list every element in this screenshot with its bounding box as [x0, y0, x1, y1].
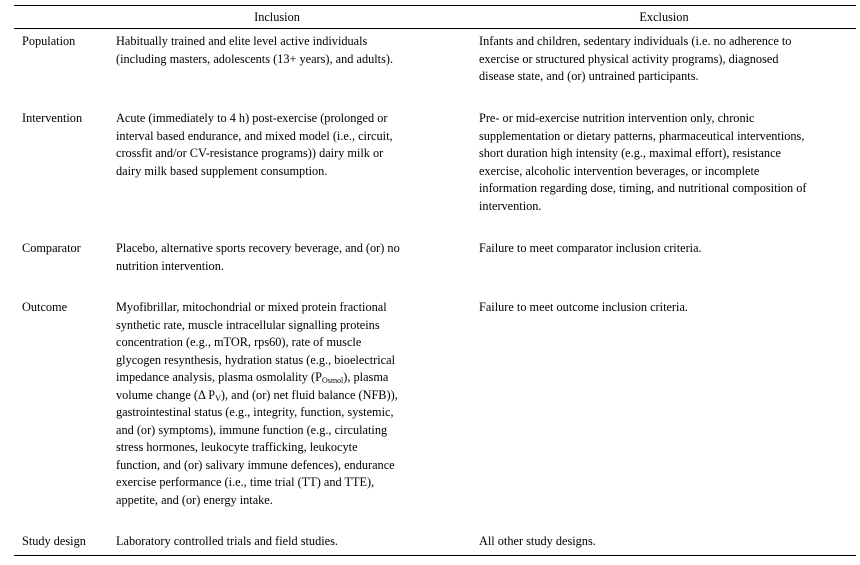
text-line — [116, 387, 398, 405]
header-inclusion: Inclusion — [254, 10, 300, 24]
text-line: exercise or structured physical activity programs), diagnosed — [479, 51, 779, 66]
row-label-population: Population — [22, 34, 76, 48]
table-header-rule — [14, 28, 856, 29]
text-line: Placebo, alternative sports recovery beverage, and (or) no — [116, 241, 400, 255]
text-line: stress hormones, leukocyte trafficking, leukocyte — [116, 440, 358, 454]
text-line: Myofibrillar, mitochondrial or mixed protein fractional — [116, 300, 387, 314]
text-line: dairy milk based supplement consumption. — [116, 163, 328, 178]
study-design-inclusion — [116, 533, 338, 551]
text-line — [116, 369, 398, 387]
text-line: Pre- or mid-exercise nutrition intervention only, chronic — [479, 111, 755, 125]
text-line: interval based endurance, and mixed model (i.e., circuit, — [116, 128, 393, 143]
text-line: disease state, and (or) untrained participants. — [479, 69, 699, 83]
text-line: All other study designs. — [479, 534, 596, 548]
text-line: Laboratory controlled trials and field studies. — [116, 534, 338, 548]
population-exclusion — [479, 33, 791, 86]
text-line: supplementation or dietary patterns, pharmaceutical interventions, — [479, 128, 805, 143]
intervention-inclusion — [116, 110, 393, 180]
text-line: Infants and children, sedentary individuals (i.e. no adherence to — [479, 34, 792, 48]
text-line: appetite, and (or) energy intake. — [116, 492, 273, 507]
intervention-exclusion — [479, 110, 807, 215]
text-line: function, and (or) salivary immune defences), endurance — [116, 457, 395, 472]
outcome-inclusion — [116, 299, 398, 509]
text-line: crossfit and/or CV-resistance programs)) dairy milk or — [116, 146, 384, 160]
text-line: Failure to meet comparator inclusion criteria. — [479, 241, 702, 255]
text-line: and (or) symptoms), immune function (e.g., circulating — [116, 422, 388, 437]
text-fragment: ), and (or) net fluid balance (NFB)), — [220, 387, 398, 402]
comparator-inclusion — [116, 240, 400, 275]
study-design-exclusion — [479, 533, 596, 551]
text-line: intervention. — [479, 198, 542, 213]
text-fragment: volume change (Δ P — [116, 387, 216, 402]
text-line: concentration (e.g., mTOR, rps60), rate of muscle — [116, 335, 362, 349]
text-line: Habitually trained and elite level active individuals — [116, 34, 368, 48]
table-bottom-rule — [14, 555, 856, 556]
text-fragment: impedance analysis, plasma osmolality (P — [116, 370, 322, 384]
row-label-intervention: Intervention — [22, 111, 83, 125]
table-top-rule — [14, 5, 856, 6]
text-line: Acute (immediately to 4 h) post-exercise (prolonged or — [116, 111, 388, 125]
text-line: information regarding dose, timing, and nutritional composition of — [479, 181, 807, 195]
subscript-v: V — [215, 393, 221, 403]
text-line: synthetic rate, muscle intracellular signalling proteins — [116, 317, 380, 332]
text-line: glycogen resynthesis, hydration status (e.g., bioelectrical — [116, 352, 395, 367]
text-line: (including masters, adolescents (13+ years), and adults). — [116, 51, 394, 66]
population-inclusion — [116, 33, 393, 68]
text-line: exercise performance (i.e., time trial (TT) and TTE), — [116, 475, 375, 489]
text-line: short duration high intensity (e.g., maximal effort), resistance — [479, 146, 781, 160]
row-label-outcome: Outcome — [22, 300, 68, 314]
text-line: Failure to meet outcome inclusion criteria. — [479, 300, 688, 314]
text-line: gastrointestinal status (e.g., integrity, function, systemic, — [116, 405, 394, 419]
row-label-comparator: Comparator — [22, 241, 81, 255]
outcome-exclusion — [479, 299, 688, 317]
header-exclusion: Exclusion — [639, 10, 689, 24]
text-line: nutrition intervention. — [116, 258, 224, 273]
subscript-osmol: Osmol — [321, 376, 344, 385]
text-fragment: ), plasma — [343, 370, 389, 384]
text-line: exercise, alcoholic intervention beverages, or incomplete — [479, 163, 760, 178]
row-label-study-design: Study design — [22, 534, 86, 548]
comparator-exclusion — [479, 240, 702, 258]
